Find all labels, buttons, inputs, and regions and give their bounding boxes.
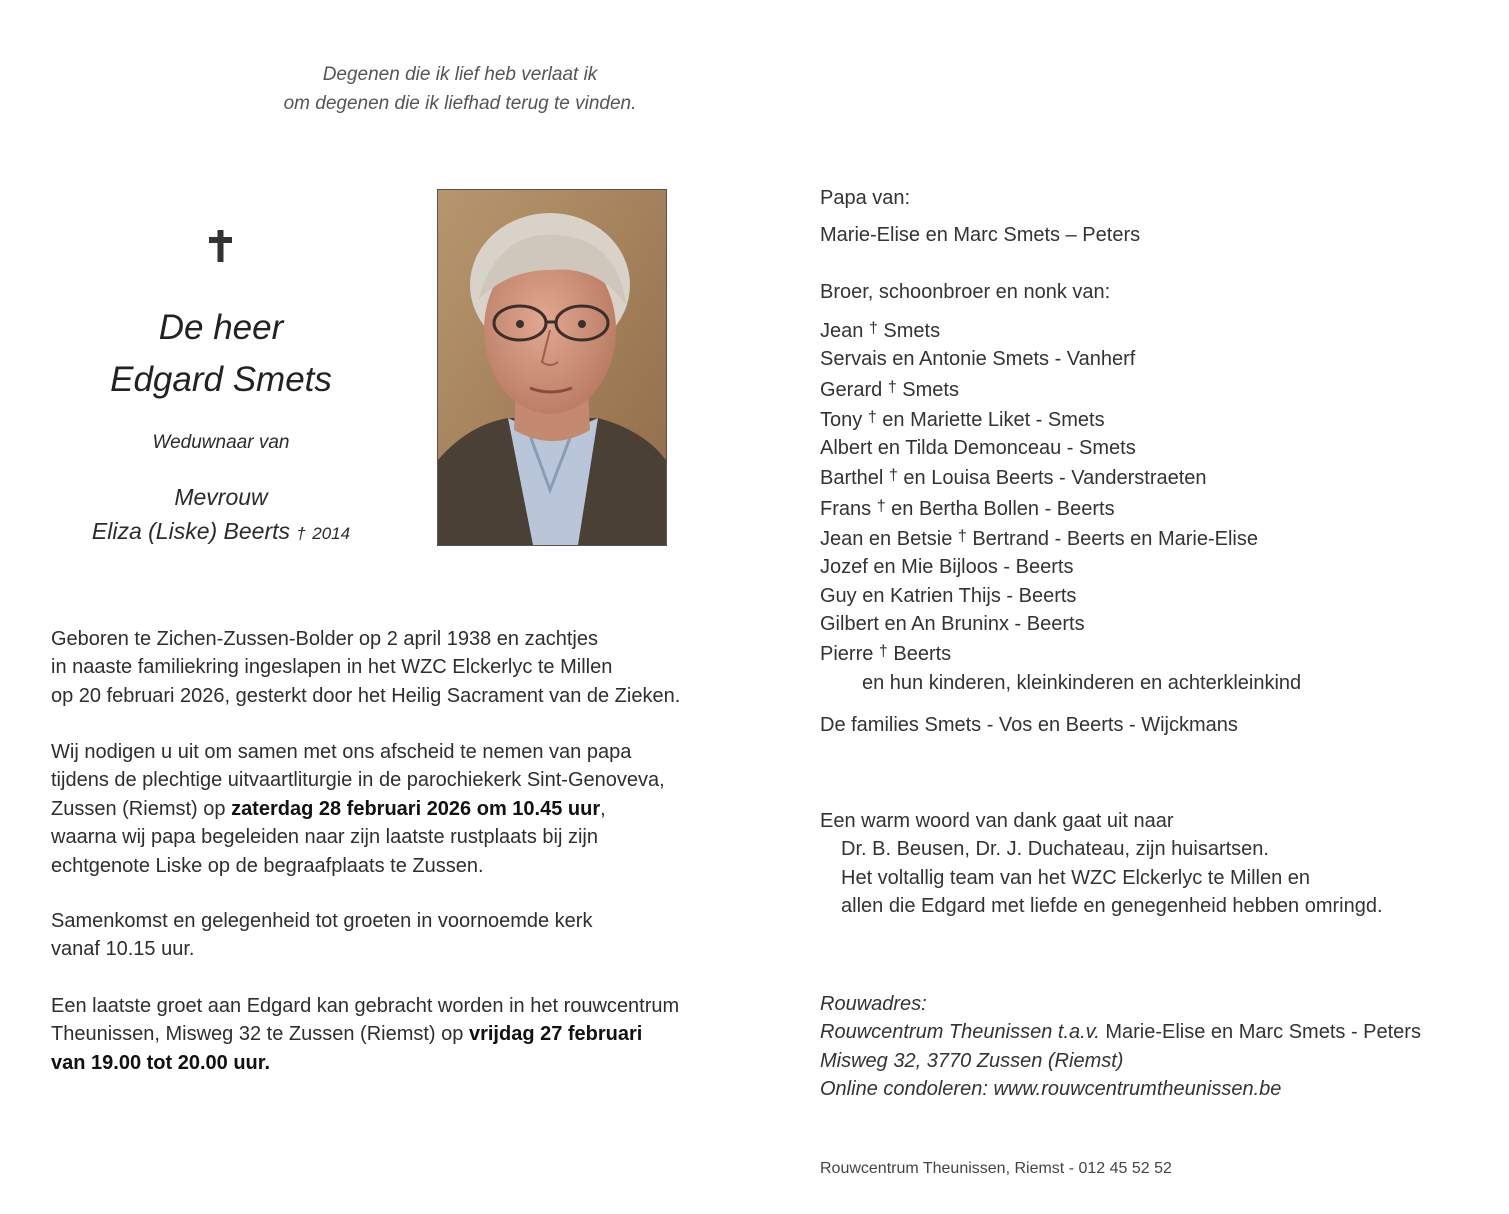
list-item <box>820 315 1301 345</box>
list-item <box>820 638 1301 668</box>
list-item <box>820 345 1301 373</box>
text-span: Servais en Antonie Smets - Vanherf <box>820 348 1136 371</box>
text-span: Jean <box>820 320 869 342</box>
text-span: Beerts <box>887 643 952 666</box>
list-item <box>820 462 1301 492</box>
text-span: en Louisa Beerts - Vanderstraeten <box>897 467 1207 490</box>
address-line: Misweg 32, 3770 Zussen (Riemst) <box>820 1049 1124 1072</box>
spouse-title: Mevrouw <box>174 484 268 510</box>
list-item <box>820 553 1301 581</box>
text-span: Frans <box>820 497 877 520</box>
text-span: Jean en Betsie <box>820 528 958 551</box>
text-span: Smets <box>877 320 941 342</box>
paragraph-line: vanaf 10.15 uur. <box>51 938 195 961</box>
spouse-name-line <box>40 514 402 551</box>
mourning-address-block <box>820 990 1421 1103</box>
text-span: Guy en Katrien Thijs - Beerts <box>820 584 1077 607</box>
list-item <box>820 610 1301 638</box>
text-span: Zussen (Riemst) op <box>51 797 232 820</box>
paragraph-line: tijdens de plechtige uitvaartliturgie in de parochiekerk Sint-Genoveva, <box>51 769 665 792</box>
paragraph-line: Samenkomst en gelegenheid tot groeten in voornoemde kerk <box>51 910 593 932</box>
funeral-date: zaterdag 28 februari 2026 om 10.45 uur <box>231 797 601 820</box>
latin-cross-icon <box>205 228 237 264</box>
viewing-time: van 19.00 tot 20.00 uur. <box>51 1051 270 1074</box>
list-item <box>820 404 1301 434</box>
text-span: Gerard <box>820 378 888 401</box>
funeral-home-name: Rouwcentrum Theunissen t.a.v. <box>820 1021 1100 1044</box>
text-span: en Mariette Liket - Smets <box>876 408 1105 431</box>
footer-contact: Rouwcentrum Theunissen, Riemst - 012 45 52 52 <box>820 1160 1172 1177</box>
address-line <box>820 1018 1421 1046</box>
paragraph-line <box>51 795 665 823</box>
paragraph-line: Geboren te Zichen-Zussen-Bolder op 2 april 1938 en zachtjes <box>51 628 598 650</box>
deceased-name: Edgard Smets <box>110 360 332 399</box>
text-span: Gilbert en An Bruninx - Beerts <box>820 612 1085 635</box>
spouse-death-year: 2014 <box>312 524 351 543</box>
text-span: Jozef en Mie Bijloos - Beerts <box>820 556 1074 579</box>
paragraph-line: waarna wij papa begeleiden naar zijn laatste rustplaats bij zijn <box>51 826 598 849</box>
last-greeting-paragraph <box>51 992 679 1077</box>
list-item <box>820 493 1301 523</box>
death-cross: † <box>867 408 877 426</box>
online-condolence-line: Online condoleren: www.rouwcentrumtheunissen.be <box>820 1077 1282 1100</box>
list-item <box>820 582 1301 610</box>
deceased-name-block <box>40 302 402 551</box>
funeral-invitation-paragraph <box>51 738 665 880</box>
siblings-list <box>820 315 1301 697</box>
thanks-intro: Een warm woord van dank gaat uit naar <box>820 810 1174 832</box>
birth-death-paragraph <box>51 625 680 710</box>
paragraph-line: Wij nodigen u uit om samen met ons afscheid te nemen van papa <box>51 741 632 763</box>
families-line: De families Smets - Vos en Beerts - Wijckmans <box>820 714 1238 736</box>
quote-line: om degenen die ik liefhad terug te vinden. <box>283 93 637 114</box>
address-label: Rouwadres: <box>820 993 927 1015</box>
death-cross: † <box>878 643 888 661</box>
text-span: Theunissen, Misweg 32 te Zussen (Riemst) op <box>51 1023 469 1046</box>
list-item <box>820 374 1301 404</box>
text-span: Pierre <box>820 643 879 666</box>
portrait-photo <box>437 189 667 546</box>
papa-label: Papa van: <box>820 187 911 209</box>
death-cross: † <box>868 320 878 337</box>
thanks-line: Het voltallig team van het WZC Elckerlyc te Millen en <box>841 866 1311 889</box>
siblings-label: Broer, schoonbroer en nonk van: <box>820 281 1111 303</box>
paragraph-line: echtgenote Liske op de begraafplaats te Zussen. <box>51 854 484 877</box>
death-cross: † <box>957 528 967 546</box>
paragraph-line: Een laatste groet aan Edgard kan gebracht worden in het rouwcentrum <box>51 995 680 1017</box>
text-span: Smets <box>896 378 959 401</box>
quote-line: Degenen die ik lief heb verlaat ik <box>322 64 598 85</box>
death-cross: † <box>876 497 886 515</box>
children-names: Marie-Elise en Marc Smets – Peters <box>820 224 1141 246</box>
widower-label: Weduwnaar van <box>152 432 290 453</box>
viewing-date: vrijdag 27 februari <box>468 1023 643 1046</box>
contact-names: Marie-Elise en Marc Smets - Peters <box>1099 1021 1421 1044</box>
paragraph-line: op 20 februari 2026, gesterkt door het Heilig Sacrament van de Zieken. <box>51 684 681 707</box>
text-span: en Bertha Bollen - Beerts <box>885 497 1115 520</box>
paragraph-line: in naaste familiekring ingeslapen in het WZC Elckerlyc te Millen <box>51 656 613 679</box>
thanks-line: Dr. B. Beusen, Dr. J. Duchateau, zijn huisartsen. <box>841 838 1269 861</box>
death-cross: † <box>887 378 897 396</box>
death-cross: † <box>888 467 898 485</box>
text-span: Barthel <box>820 467 889 490</box>
honorific-title: De heer <box>158 308 284 347</box>
text-span: Tony <box>820 408 868 431</box>
list-item <box>820 434 1301 462</box>
text-span: Bertrand - Beerts en Marie-Elise <box>966 528 1259 551</box>
spouse-name: Eliza (Liske) Beerts <box>91 518 291 544</box>
gathering-paragraph <box>51 907 592 964</box>
text-span: , <box>600 797 606 820</box>
descendants-line: en hun kinderen, kleinkinderen en achterkleinkind <box>862 671 1302 694</box>
spouse-death-cross: † <box>296 524 306 543</box>
thanks-line: allen die Edgard met liefde en genegenheid hebben omringd. <box>841 894 1383 917</box>
text-span: Albert en Tilda Demonceau - Smets <box>820 437 1136 460</box>
paragraph-line <box>51 1020 679 1048</box>
opening-quote <box>100 60 820 118</box>
thanks-block <box>820 807 1383 920</box>
spouse-block <box>40 480 402 551</box>
list-item <box>820 523 1301 553</box>
